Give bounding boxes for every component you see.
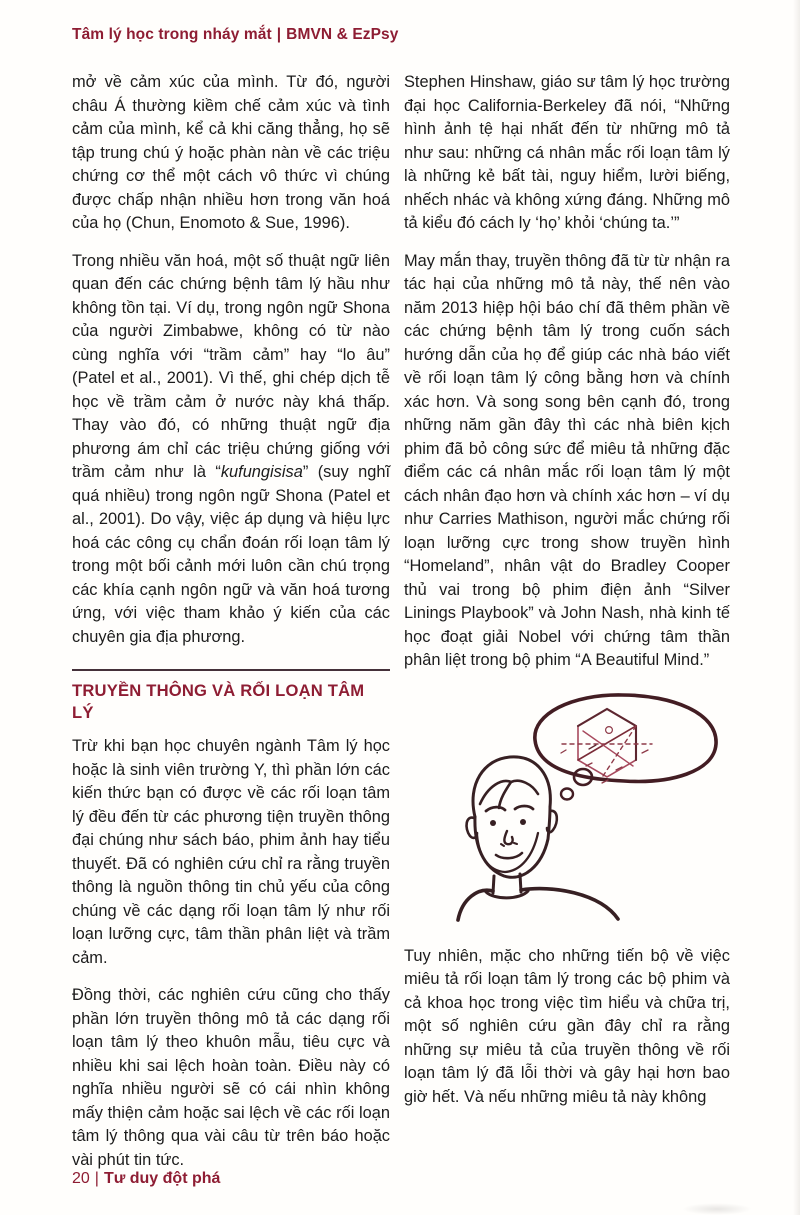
paragraph: Đồng thời, các nghiên cứu cũng cho thấy phần lớn truyền thông mô tả các dạng rối loạn tâm lý theo khuôn mẫu, tiêu cực và nhiều khi sai lệch hoàn toàn. Điều này có nghĩa nhiều người sẽ có cái nhìn không mấy thiện cảm hoặc sai lệch về các rối loạn tâm lý thông qua vài câu từ trên báo hoặc vài phút tin tức.	[72, 986, 390, 1169]
hand-drawn-illustration-svg	[404, 687, 730, 935]
footer-book-title: Tư duy đột phá	[103, 1170, 221, 1187]
thought-bubble-icon	[535, 694, 716, 799]
two-column-layout	[72, 71, 730, 1186]
section-heading: TRUYỀN THÔNG VÀ RỐI LOẠN TÂM LÝ	[72, 681, 365, 722]
paragraph-text: ” (suy nghĩ quá nhiều) trong ngôn ngữ Shona (Patel et al., 2001). Do vậy, việc áp dụng và hiệu lực hoá các công cụ chẩn đoán rối loạn tâm lý trong một bối cảnh mới luôn cần chú trọng các khía cạnh ngôn ngữ và văn hoá tương ứng, với việc tham khảo ý kiến của các chuyên gia địa phương.	[72, 463, 390, 646]
page-header	[72, 26, 730, 44]
footer-page-number: 20	[72, 1170, 90, 1187]
paragraph: Trừ khi bạn học chuyên ngành Tâm lý học hoặc là sinh viên trường Y, thì phần lớn các kiến thức bạn có được về các rối loạn tâm lý đều đến từ các phương tiện truyền thông đại chúng như sách báo, phim ảnh hay tiểu thuyết. Đã có nghiên cứu chỉ ra rằng truyền thông là nguồn thông tin chủ yếu của công chúng về các dạng rối loạn tâm lý như rối loạn lưỡng cực, tâm thần phân liệt và trầm cảm.	[72, 737, 390, 967]
italic-term: kufungisisa	[220, 463, 303, 481]
man-thinking-of-cube-illustration	[404, 687, 730, 935]
left-column	[72, 71, 390, 1186]
paragraph: Stephen Hinshaw, giáo sư tâm lý học trường đại học California-Berkeley đã nói, “Những hình ảnh tệ hại nhất đến từ những mô tả như sau: những cá nhân mắc rối loạn tâm lý là những kẻ bất tài, nguy hiểm, lười biếng, nhếch nhác và không xứng đáng. Những mô tả kiểu đó cách ly ‘họ’ khỏi ‘chúng ta.’”	[404, 73, 730, 232]
footer-separator: |	[94, 1170, 99, 1187]
man-figure-icon	[458, 756, 618, 919]
paragraph-text: Trong nhiều văn hoá, một số thuật ngữ liên quan đến các chứng bệnh tâm lý hầu như không tồn tại. Ví dụ, trong ngôn ngữ Shona của người Zimbabwe, không có từ nào cùng nghĩa với “trầm cảm” hay “lo âu” (Patel et al., 2001). Vì thế, ghi chép dịch tễ học về trầm cảm ở nước này khá thấp. Thay vào đó, có những thuật ngữ địa phương ám chỉ các triệu chứng giống với trầm cảm như là “	[72, 251, 390, 481]
header-chapter-title: Tâm lý học trong nháy mắt	[72, 26, 272, 43]
paragraph	[72, 250, 390, 650]
right-column	[404, 71, 730, 1186]
header-separator: |	[276, 26, 282, 43]
scan-corner-smudge	[682, 1203, 752, 1215]
header-brand: BMVN & EzPsy	[286, 26, 399, 43]
paragraph: Tuy nhiên, mặc cho những tiến bộ về việc miêu tả rối loạn tâm lý trong các bộ phim và cả khoa học trong việc tìm hiểu và chữa trị, một số nghiên cứu gần đây chỉ ra rằng những sự miêu tả của truyền thông về rối loạn tâm lý đã lỗi thời và gây hại hơn bao giờ hết. Và nếu những miêu tả này không	[404, 946, 730, 1106]
paragraph: May mắn thay, truyền thông đã từ từ nhận ra tác hại của những mô tả này, thế nên vào năm 2013 hiệp hội báo chí đã thêm phần về các chứng bệnh tâm lý trong cuốn sách hướng dẫn của họ để giúp các nhà báo viết về rối loạn tâm lý công bằng hơn và chính xác hơn. Và song song bên cạnh đó, trong những năm gần đây thì các nhà biên kịch phim đã bỏ công sức để miêu tả những đặc điểm các cá nhân mắc rối loạn tâm lý một cách nhân đạo hơn và chính xác hơn – ví dụ như Carries Mathison, người mắc chứng rối loạn lưỡng cực trong show truyền hình “Homeland”, nhân vật do Bradley Cooper thủ vai trong bộ phim điện ảnh “Silver Linings Playbook” và John Nash, nhà kinh tế học đoạt giải Nobel với chứng tâm thần phân liệt trong bộ phim “A Beautiful Mind.”	[404, 251, 730, 669]
paragraph: mở về cảm xúc của mình. Từ đó, người châu Á thường kiềm chế cảm xúc và tình cảm của mình, kể cả khi căng thẳng, họ sẽ tập trung chú ý hoặc phàn nàn về các triệu chứng cơ thể một cách vô thức vì chúng được chấp nhận nhiều hơn trong văn hoá của họ (Chun, Enomoto & Sue, 1996).	[72, 73, 390, 232]
page-footer	[72, 1170, 220, 1188]
section-heading-block	[72, 669, 390, 724]
